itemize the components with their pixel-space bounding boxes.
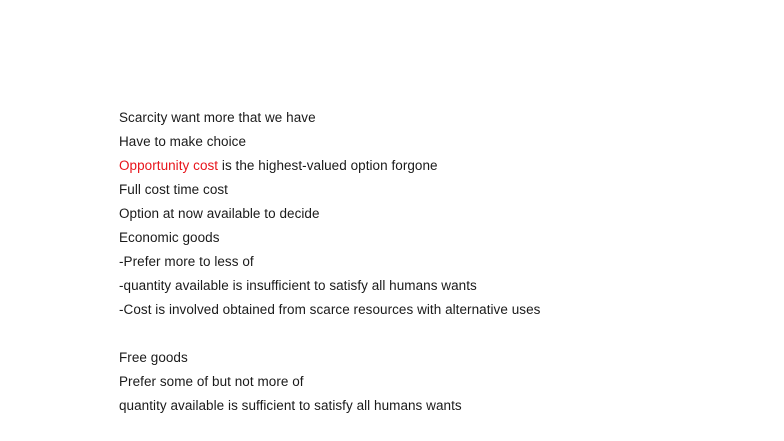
opportunity-cost-definition: is the highest-valued option forgone <box>218 158 438 173</box>
slide-body <box>119 106 759 418</box>
free-goods-point-1: Prefer some of but not more of <box>119 374 304 389</box>
option-line: Option at now available to decide <box>119 206 320 221</box>
economic-goods-point-1: -Prefer more to less of <box>119 254 254 269</box>
full-cost-line: Full cost time cost <box>119 182 228 197</box>
free-goods-point-2: quantity available is sufficient to satisfy all humans wants <box>119 398 462 413</box>
spacer <box>119 322 759 346</box>
opportunity-cost-term: Opportunity cost <box>119 158 219 173</box>
opportunity-cost-line <box>119 154 759 178</box>
scarcity-line: Scarcity want more that we have <box>119 110 316 125</box>
economic-goods-heading: Economic goods <box>119 230 220 245</box>
choice-line: Have to make choice <box>119 134 247 149</box>
economic-goods-point-3: -Cost is involved obtained from scarce resources with alternative uses <box>119 302 541 317</box>
free-goods-heading: Free goods <box>119 350 188 365</box>
economic-goods-point-2: -quantity available is insufficient to satisfy all humans wants <box>119 278 477 293</box>
